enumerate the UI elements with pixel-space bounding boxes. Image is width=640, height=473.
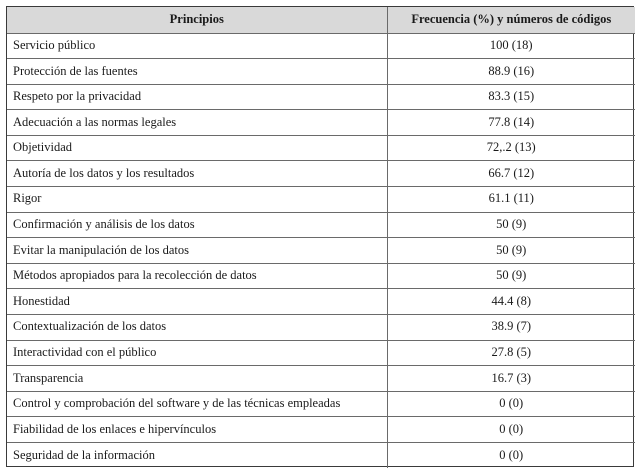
table-row: [7, 417, 635, 443]
frequency-cell: 61.1 (11): [387, 187, 635, 213]
frequency-cell: 0 (0): [387, 443, 635, 469]
frequency-cell: 66.7 (12): [387, 161, 635, 187]
principle-cell: Evitar la manipulación de los datos: [7, 238, 387, 264]
table-row: [7, 238, 635, 264]
frequency-cell: 77.8 (14): [387, 110, 635, 136]
principle-cell: Autoría de los datos y los resultados: [7, 161, 387, 187]
principle-cell: Confirmación y análisis de los datos: [7, 212, 387, 238]
column-header-frequency: Frecuencia (%) y números de códigos: [387, 7, 635, 33]
principles-table-frame: [6, 6, 634, 467]
frequency-cell: 44.4 (8): [387, 289, 635, 315]
principle-cell: Objetividad: [7, 135, 387, 161]
table-row: [7, 33, 635, 59]
header-row: [7, 7, 635, 33]
principle-cell: Respeto por la privacidad: [7, 84, 387, 110]
principle-cell: Adecuación a las normas legales: [7, 110, 387, 136]
principle-cell: Interactividad con el público: [7, 340, 387, 366]
principle-cell: Protección de las fuentes: [7, 59, 387, 85]
table-row: [7, 110, 635, 136]
frequency-cell: 50 (9): [387, 263, 635, 289]
principle-cell: Contextualización de los datos: [7, 315, 387, 341]
table-row: [7, 212, 635, 238]
table-row: [7, 187, 635, 213]
frequency-cell: 38.9 (7): [387, 315, 635, 341]
table-row: [7, 59, 635, 85]
frequency-cell: 50 (9): [387, 212, 635, 238]
principle-cell: Seguridad de la información: [7, 443, 387, 469]
frequency-cell: 0 (0): [387, 417, 635, 443]
frequency-cell: 72,.2 (13): [387, 135, 635, 161]
table-header: [7, 7, 635, 33]
frequency-cell: 88.9 (16): [387, 59, 635, 85]
table-row: [7, 289, 635, 315]
table-row: [7, 161, 635, 187]
table-row: [7, 391, 635, 417]
principle-cell: Servicio público: [7, 33, 387, 59]
frequency-cell: 50 (9): [387, 238, 635, 264]
table-row: [7, 263, 635, 289]
principle-cell: Fiabilidad de los enlaces e hipervínculos: [7, 417, 387, 443]
principle-cell: Métodos apropiados para la recolección de datos: [7, 263, 387, 289]
column-header-principle: Principios: [7, 7, 387, 33]
table-row: [7, 366, 635, 392]
principle-cell: Rigor: [7, 187, 387, 213]
principle-cell: Control y comprobación del software y de las técnicas empleadas: [7, 391, 387, 417]
table-row: [7, 315, 635, 341]
table-row: [7, 135, 635, 161]
table-row: [7, 443, 635, 469]
principle-cell: Honestidad: [7, 289, 387, 315]
frequency-cell: 16.7 (3): [387, 366, 635, 392]
frequency-cell: 100 (18): [387, 33, 635, 59]
frequency-cell: 0 (0): [387, 391, 635, 417]
table-body: [7, 33, 635, 468]
table-row: [7, 340, 635, 366]
frequency-cell: 27.8 (5): [387, 340, 635, 366]
principles-table: [7, 7, 635, 468]
principle-cell: Transparencia: [7, 366, 387, 392]
table-row: [7, 84, 635, 110]
frequency-cell: 83.3 (15): [387, 84, 635, 110]
